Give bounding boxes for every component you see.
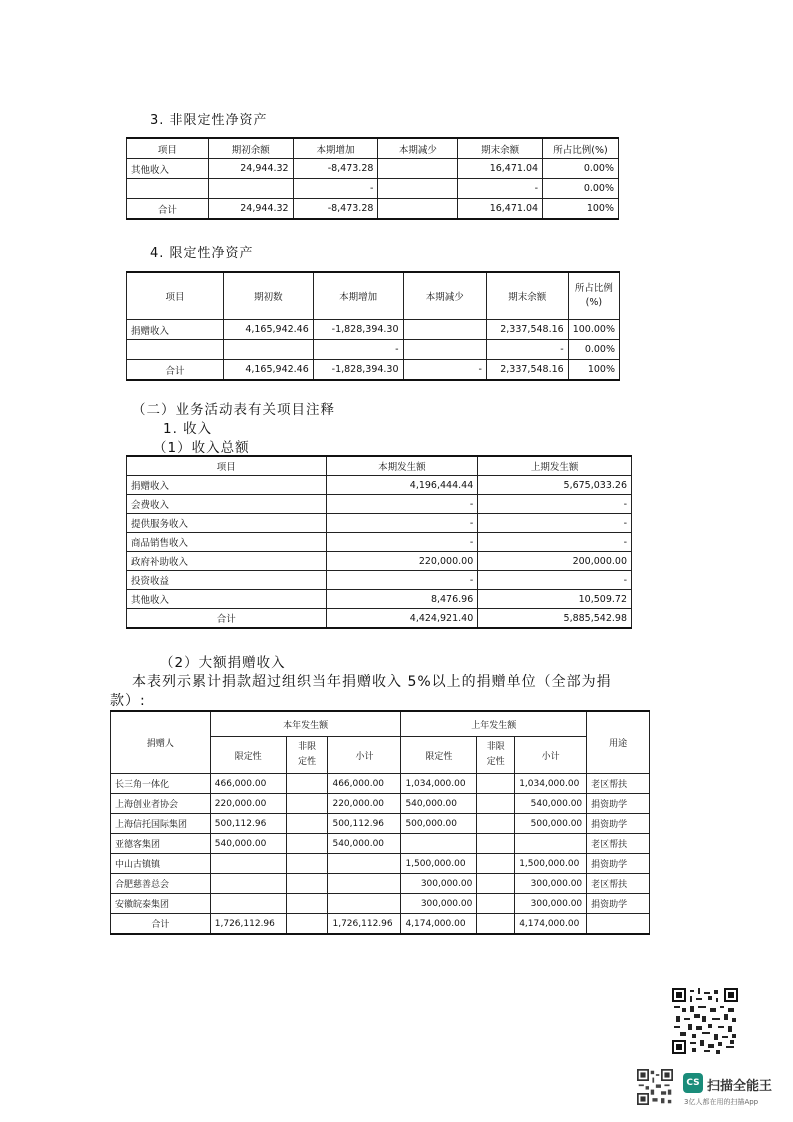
cell: 5,675,033.26 — [478, 476, 632, 495]
cell: 4,174,000.00 — [515, 914, 587, 935]
table-row — [111, 794, 650, 814]
cell: 其他收入 — [127, 159, 209, 179]
cell: 老区帮扶 — [587, 834, 650, 854]
cell: 4,174,000.00 — [401, 914, 477, 935]
cell: 老区帮扶 — [587, 774, 650, 794]
table-row — [127, 552, 632, 571]
cell: 4,165,942.46 — [224, 320, 314, 340]
cell — [210, 894, 286, 914]
cell — [328, 894, 401, 914]
cell: 466,000.00 — [210, 774, 286, 794]
header-cell: 期初余额 — [208, 138, 293, 159]
qr-code-small — [637, 1069, 673, 1105]
camscanner-tagline: 3亿人都在用的扫描App — [684, 1098, 759, 1106]
cell: - — [403, 360, 486, 381]
table-row — [127, 179, 619, 199]
cell — [286, 834, 328, 854]
cell: - — [326, 533, 478, 552]
table-row — [127, 609, 632, 629]
header-subtotal: 小计 — [515, 737, 587, 774]
cell: 0.00% — [543, 159, 619, 179]
header-cell: 上期发生额 — [478, 456, 632, 476]
table-row — [111, 774, 650, 794]
cell — [286, 894, 328, 914]
income-subtitle: （1）收入总额 — [153, 440, 250, 456]
cell — [328, 874, 401, 894]
cell — [401, 834, 477, 854]
cell: - — [478, 514, 632, 533]
cell: 长三角一体化 — [111, 774, 211, 794]
cell — [515, 834, 587, 854]
header-this-year: 本年发生额 — [210, 711, 401, 737]
cell — [477, 794, 515, 814]
table-row — [127, 495, 632, 514]
header-cell: 本期发生额 — [326, 456, 478, 476]
header-last-year: 上年发生额 — [401, 711, 587, 737]
cell: 500,000.00 — [515, 814, 587, 834]
cell: 540,000.00 — [515, 794, 587, 814]
cell: 24,944.32 — [208, 159, 293, 179]
cell: - — [478, 533, 632, 552]
cell: 8,476.96 — [326, 590, 478, 609]
table-row — [127, 533, 632, 552]
cell — [286, 914, 328, 935]
table-row — [111, 914, 650, 935]
cell — [127, 340, 224, 360]
cell — [477, 774, 515, 794]
table-row — [127, 360, 620, 381]
cell — [477, 814, 515, 834]
header-cell: 期末余额 — [458, 138, 543, 159]
cell: -8,473.28 — [293, 159, 378, 179]
cell: 24,944.32 — [208, 199, 293, 220]
cell: 1,500,000.00 — [515, 854, 587, 874]
header-cell-ratio — [568, 272, 619, 320]
header-subtotal: 小计 — [328, 737, 401, 774]
cell — [286, 854, 328, 874]
table-row — [127, 514, 632, 533]
cell: 老区帮扶 — [587, 874, 650, 894]
cell — [286, 814, 328, 834]
cell: 其他收入 — [127, 590, 327, 609]
cell — [210, 874, 286, 894]
cell — [286, 774, 328, 794]
cell: 16,471.04 — [458, 199, 543, 220]
cell: -1,828,394.30 — [313, 360, 403, 381]
cell: 投资收益 — [127, 571, 327, 590]
cell: - — [313, 340, 403, 360]
unrestricted-net-assets-table — [126, 137, 619, 220]
header-cell: 本期减少 — [378, 138, 458, 159]
camscanner-logo-icon: CS — [683, 1073, 703, 1093]
income-title: 1. 收入 — [163, 421, 213, 437]
cell: 300,000.00 — [515, 874, 587, 894]
section4-title: 4. 限定性净资产 — [150, 246, 254, 261]
cell: 合计 — [127, 360, 224, 381]
cell: -8,473.28 — [293, 199, 378, 220]
cell — [210, 854, 286, 874]
cell: 政府补助收入 — [127, 552, 327, 571]
header-unrestricted-line1: 非限 — [298, 742, 317, 752]
table-row — [111, 894, 650, 914]
table-row — [111, 854, 650, 874]
header-cell: 本期增加 — [313, 272, 403, 320]
cell: - — [486, 340, 568, 360]
header-cell: 项目 — [127, 138, 209, 159]
header-cell: 本期增加 — [293, 138, 378, 159]
cell: 会费收入 — [127, 495, 327, 514]
cell: 500,112.96 — [210, 814, 286, 834]
cell: 4,196,444.44 — [326, 476, 478, 495]
cell: 500,112.96 — [328, 814, 401, 834]
header-unrestricted-line2: 定性 — [486, 757, 505, 767]
table-row — [127, 340, 620, 360]
table-row — [127, 590, 632, 609]
cell: 上海信托国际集团 — [111, 814, 211, 834]
cell: 合肥慈善总会 — [111, 874, 211, 894]
large-donation-table — [110, 710, 650, 935]
cell: - — [326, 495, 478, 514]
cell — [587, 914, 650, 935]
income-total-table — [126, 455, 632, 629]
qr-code-small-graphic — [637, 1069, 673, 1105]
cell: 4,165,942.46 — [224, 360, 314, 381]
cell: 100% — [543, 199, 619, 220]
cell — [378, 179, 458, 199]
cell: 亚德客集团 — [111, 834, 211, 854]
cell: 16,471.04 — [458, 159, 543, 179]
cell — [477, 834, 515, 854]
table-row — [127, 320, 620, 340]
cell: 0.00% — [568, 340, 619, 360]
cell: 220,000.00 — [328, 794, 401, 814]
qr-code-large-graphic — [672, 988, 738, 1054]
cell — [127, 179, 209, 199]
cell — [477, 894, 515, 914]
cell: 100% — [568, 360, 619, 381]
header-cell: 期末余额 — [486, 272, 568, 320]
header-unrestricted-line1: 非限 — [486, 742, 505, 752]
cell: 540,000.00 — [328, 834, 401, 854]
header-cell: 项目 — [127, 272, 224, 320]
qr-code-large — [672, 988, 738, 1054]
cell: 500,000.00 — [401, 814, 477, 834]
cell: 220,000.00 — [210, 794, 286, 814]
cell: 商品销售收入 — [127, 533, 327, 552]
cell: 1,726,112.96 — [328, 914, 401, 935]
cell: 5,885,542.98 — [478, 609, 632, 629]
cell: 1,034,000.00 — [401, 774, 477, 794]
table-row — [111, 874, 650, 894]
cell: 捐资助学 — [587, 814, 650, 834]
table-row — [127, 476, 632, 495]
header-restricted: 限定性 — [210, 737, 286, 774]
cell: 100.00% — [568, 320, 619, 340]
section3-title: 3. 非限定性净资产 — [150, 113, 268, 128]
cell: - — [293, 179, 378, 199]
cell: 200,000.00 — [478, 552, 632, 571]
large-donation-desc-line1: 本表列示累计捐款超过组织当年捐赠收入 5%以上的捐赠单位（全部为捐 — [132, 674, 612, 690]
camscanner-brand: 扫描全能王 — [707, 1079, 773, 1094]
cell: 1,034,000.00 — [515, 774, 587, 794]
cell — [403, 340, 486, 360]
table-row — [111, 834, 650, 854]
cell: 安徽皖泰集团 — [111, 894, 211, 914]
header-unrestricted — [286, 737, 328, 774]
cell: 540,000.00 — [401, 794, 477, 814]
header-restricted: 限定性 — [401, 737, 477, 774]
cell: - — [458, 179, 543, 199]
cell: 0.00% — [543, 179, 619, 199]
header-cell: 期初数 — [224, 272, 314, 320]
header-unrestricted — [477, 737, 515, 774]
header-cell: 所占比例(%) — [543, 138, 619, 159]
cell: 合计 — [127, 609, 327, 629]
cell: 300,000.00 — [401, 874, 477, 894]
cell: 1,726,112.96 — [210, 914, 286, 935]
cell: 捐赠收入 — [127, 320, 224, 340]
cell: -1,828,394.30 — [313, 320, 403, 340]
cell: - — [478, 571, 632, 590]
cell: - — [326, 514, 478, 533]
large-donation-title: （2）大额捐赠收入 — [160, 655, 286, 671]
cell: 2,337,548.16 — [486, 360, 568, 381]
cell: - — [326, 571, 478, 590]
cell: 466,000.00 — [328, 774, 401, 794]
cell — [208, 179, 293, 199]
cell — [286, 794, 328, 814]
cell: 捐资助学 — [587, 854, 650, 874]
cell: 捐资助学 — [587, 794, 650, 814]
header-purpose: 用途 — [587, 711, 650, 774]
large-donation-desc-line2: 款）: — [110, 693, 146, 709]
cell — [477, 874, 515, 894]
cell — [477, 854, 515, 874]
cell: - — [478, 495, 632, 514]
cell: 上海创业者协会 — [111, 794, 211, 814]
table-row — [127, 159, 619, 179]
cell: 捐赠收入 — [127, 476, 327, 495]
cell — [378, 159, 458, 179]
header-unrestricted-line2: 定性 — [298, 757, 317, 767]
cell: 捐资助学 — [587, 894, 650, 914]
cell: 4,424,921.40 — [326, 609, 478, 629]
cell: 300,000.00 — [515, 894, 587, 914]
cell: 1,500,000.00 — [401, 854, 477, 874]
cell: 合计 — [111, 914, 211, 935]
cell — [328, 854, 401, 874]
header-ratio-line2: (%) — [585, 297, 603, 308]
cell: 合计 — [127, 199, 209, 220]
cell: 220,000.00 — [326, 552, 478, 571]
cell — [286, 874, 328, 894]
cell: 540,000.00 — [210, 834, 286, 854]
cell: 2,337,548.16 — [486, 320, 568, 340]
table-row — [111, 814, 650, 834]
cell: 提供服务收入 — [127, 514, 327, 533]
cell — [403, 320, 486, 340]
cell: 中山古镇镇 — [111, 854, 211, 874]
table-row — [127, 199, 619, 220]
header-donor: 捐赠人 — [111, 711, 211, 774]
cell: 10,509.72 — [478, 590, 632, 609]
table-row — [127, 571, 632, 590]
header-ratio-line1: 所占比例 — [574, 283, 613, 294]
cell — [378, 199, 458, 220]
cell — [224, 340, 314, 360]
restricted-net-assets-table — [126, 271, 620, 381]
header-cell: 项目 — [127, 456, 327, 476]
cell: 300,000.00 — [401, 894, 477, 914]
cell — [477, 914, 515, 935]
header-cell: 本期减少 — [403, 272, 486, 320]
part2-title: （二）业务活动表有关项目注释 — [132, 402, 335, 418]
